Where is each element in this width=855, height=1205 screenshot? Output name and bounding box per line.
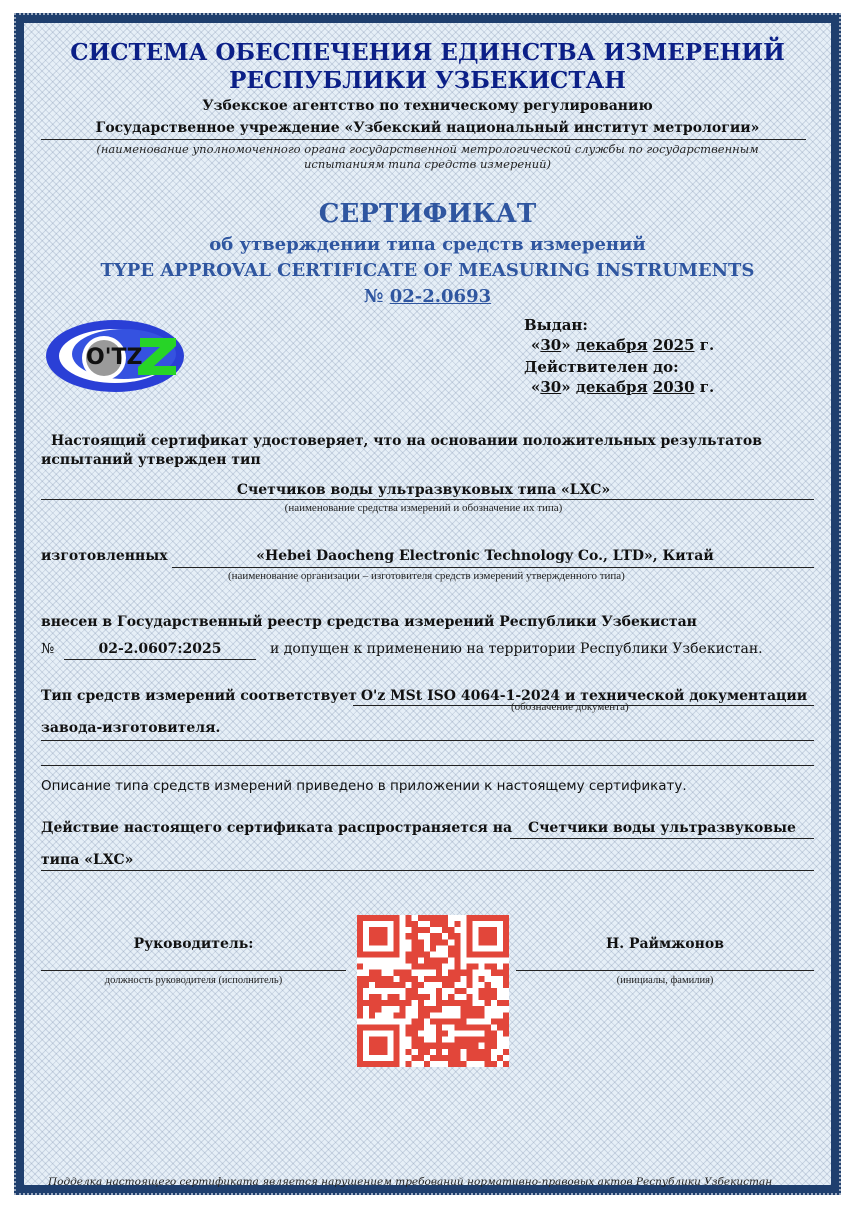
position-underline: [41, 970, 346, 971]
issued-day: 30: [540, 336, 562, 354]
conformity-tail-underline: [41, 740, 814, 741]
valid-year: 2030: [652, 378, 695, 396]
name-underline: [516, 970, 814, 971]
qr-code-icon[interactable]: [357, 915, 509, 1067]
institute-underline: [41, 139, 806, 140]
manufacturer-underline: [172, 567, 814, 568]
registry-statement: внесен в Государственный реестр средства измерений Республики Узбекистан: [41, 614, 697, 630]
description-text: Описание типа средств измерений приведено в приложении к настоящему сертификату.: [41, 778, 687, 794]
conformity-document: O'z MSt ISO 4064-1-2024 и технической документации: [360, 688, 808, 704]
system-title: [40, 39, 815, 95]
certificate-number: [40, 286, 815, 307]
institute-name: Государственное учреждение «Узбекский национальный институт метрологии»: [95, 120, 760, 136]
registry-number-prefix: №: [41, 641, 55, 657]
issued-label: Выдан:: [524, 316, 588, 334]
signatory-position: Руководитель:: [133, 936, 254, 952]
system-title-line2: РЕСПУБЛИКИ УЗБЕКИСТАН: [229, 67, 626, 94]
issued-suffix: г.: [699, 336, 715, 354]
instrument-type-name: Счетчиков воды ультразвуковых типа «LXC»: [236, 482, 611, 498]
certificate-number-prefix: №: [363, 286, 384, 307]
valid-suffix: г.: [699, 378, 715, 396]
conformity-label: Тип средств измерений соответствует: [41, 688, 357, 704]
certificate-title: СЕРТИФИКАТ: [318, 199, 537, 229]
otz-logo-icon: [44, 318, 186, 394]
manufacturer-hint: (наименование организации – изготовителя средств измерений утвержденного типа): [228, 570, 625, 582]
certificate-english-title: TYPE APPROVAL CERTIFICATE OF MEASURING INSTRUMENTS: [100, 260, 755, 281]
certificate-subtitle: об утверждении типа средств измерений: [209, 234, 646, 255]
intro-text: Настоящий сертификат удостоверяет, что на основании положительных результатов испытаний утвержден тип: [41, 433, 762, 468]
scope-value: Счетчики воды ультразвуковые: [528, 820, 796, 836]
conformity-tail: завода-изготовителя.: [41, 720, 221, 736]
certificate-number-value: 02-2.0693: [389, 286, 492, 307]
forgery-notice: Подделка настоящего сертификата является нарушением требований нормативно-правовых актов Республики Узбекистан: [48, 1176, 773, 1188]
type-underline: [41, 499, 814, 500]
system-title-line1: СИСТЕМА ОБЕСПЕЧЕНИЯ ЕДИНСТВА ИЗМЕРЕНИЙ: [70, 39, 785, 66]
scope-tail-underline: [41, 870, 814, 871]
scope-underline: [510, 838, 814, 839]
issued-month: декабря: [575, 336, 648, 354]
registry-number: 02-2.0607:2025: [98, 641, 222, 657]
valid-day: 30: [540, 378, 562, 396]
otz-logo-text: O'TZ: [86, 345, 143, 370]
type-hint: (наименование средства измерений и обозначение их типа): [284, 502, 563, 514]
valid-month: декабря: [575, 378, 648, 396]
registry-number-underline: [64, 659, 256, 660]
blank-line: [41, 765, 814, 766]
name-hint: (инициалы, фамилия): [616, 975, 714, 986]
position-hint: должность руководителя (исполнитель): [104, 975, 283, 986]
conformity-hint: (обозначение документа): [511, 701, 629, 713]
institute-hint: (наименование уполномоченного органа государственной метрологической службы по государственным испытаниям типа средств измерений): [96, 142, 759, 171]
valid-label: Действителен до:: [524, 358, 679, 376]
registry-suffix: и допущен к применению на территории Республики Узбекистан.: [270, 641, 763, 657]
scope-tail: типа «LXC»: [41, 852, 134, 868]
signatory-name: Н. Раймжонов: [606, 936, 724, 952]
manufacturer-label: изготовленных: [41, 548, 168, 564]
scope-label: Действие настоящего сертификата распространяется на: [41, 820, 513, 836]
issued-year: 2025: [652, 336, 695, 354]
agency-name: Узбекское агентство по техническому регулированию: [202, 98, 653, 114]
valid-date: «30» декабря 2030 г.: [531, 378, 715, 396]
issued-date: «30» декабря 2025 г.: [531, 336, 715, 354]
manufacturer-name: «Hebei Daocheng Electronic Technology Co., LTD», Китай: [256, 548, 714, 564]
